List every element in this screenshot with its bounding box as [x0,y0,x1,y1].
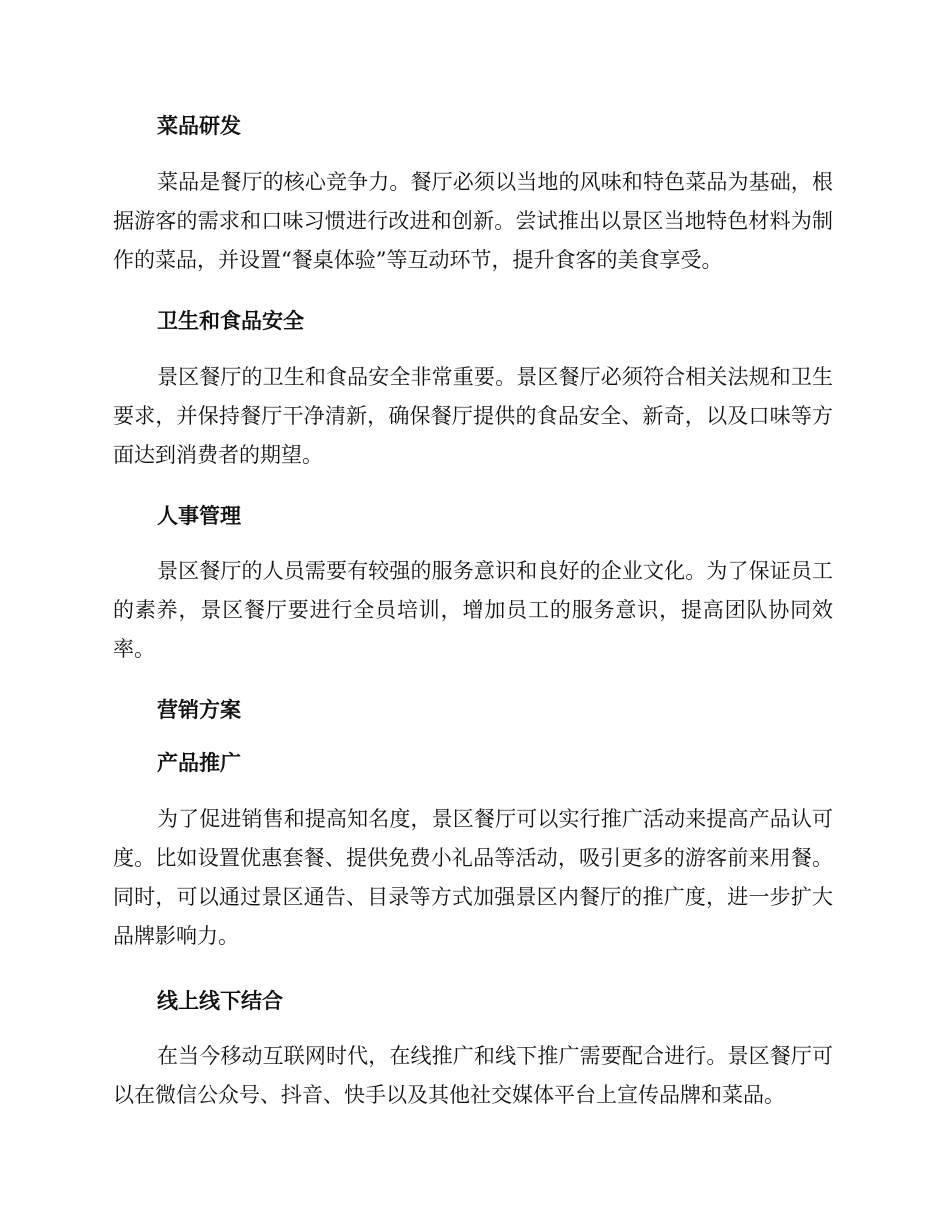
section-paragraph-product-promotion: 为了促进销售和提高知名度，景区餐厅可以实行推广活动来提高产品认可度。比如设置优惠套餐、提供免费小礼品等活动，吸引更多的游客前来用餐。同时，可以通过景区通告、目录等方式加强景区内餐厅的推广度，进一步扩大品牌影响力。 [113,807,833,948]
section-heading-personnel-management: 人事管理 [157,504,241,528]
section-heading-online-offline: 线上线下结合 [157,989,283,1013]
section-heading-product-promotion: 产品推广 [157,751,241,775]
section-heading-marketing-plan: 营销方案 [157,698,241,722]
section-paragraph-hygiene-food-safety: 景区餐厅的卫生和食品安全非常重要。景区餐厅必须符合相关法规和卫生要求，并保持餐厅干净清新，确保餐厅提供的食品安全、新奇，以及口味等方面达到消费者的期望。 [113,365,833,467]
section-paragraph-personnel-management: 景区餐厅的人员需要有较强的服务意识和良好的企业文化。为了保证员工的素养，景区餐厅要进行全员培训，增加员工的服务意识，提高团队协同效率。 [113,559,833,661]
section-paragraph-dish-development: 菜品是餐厅的核心竞争力。餐厅必须以当地的风味和特色菜品为基础，根据游客的需求和口味习惯进行改进和创新。尝试推出以景区当地特色材料为制作的菜品，并设置“餐桌体验”等互动环节，提升食客的美食享受。 [113,170,833,272]
section-heading-hygiene-food-safety: 卫生和食品安全 [157,309,304,333]
section-paragraph-online-offline: 在当今移动互联网时代，在线推广和线下推广需要配合进行。景区餐厅可以在微信公众号、抖音、快手以及其他社交媒体平台上宣传品牌和菜品。 [113,1044,833,1107]
section-heading-dish-development: 菜品研发 [157,114,241,138]
